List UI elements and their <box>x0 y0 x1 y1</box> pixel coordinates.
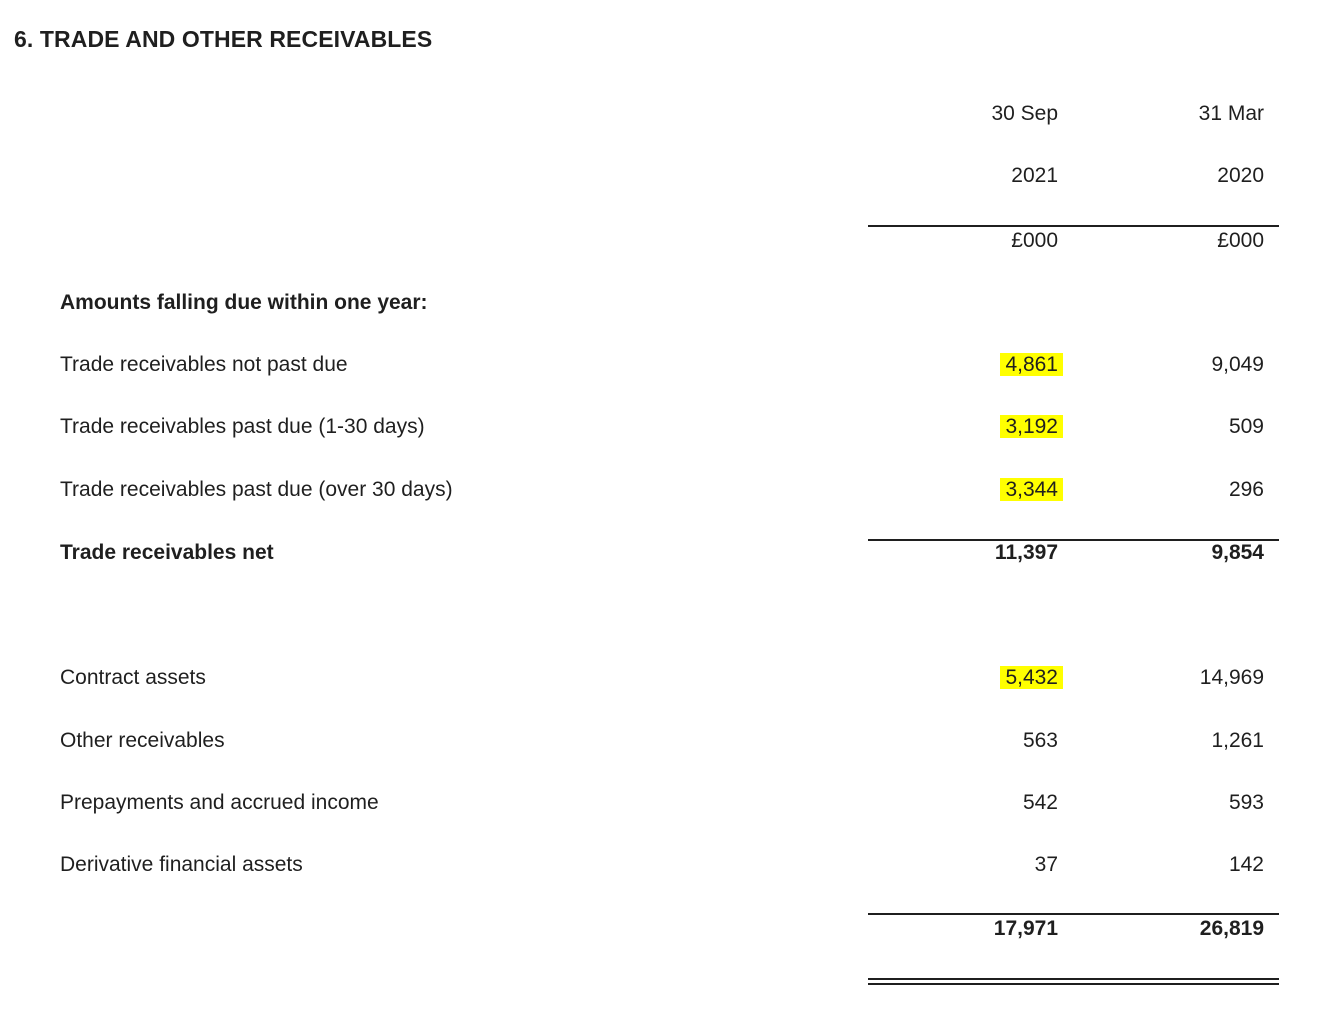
row-label: Contract assets <box>60 666 206 689</box>
row-label: Trade receivables past due (over 30 days) <box>60 478 453 501</box>
row-value-2020: 509 <box>1228 415 1264 438</box>
total-value-2021: 17,971 <box>993 917 1058 940</box>
row-label: Prepayments and accrued income <box>60 791 379 814</box>
subtotal-value-2020: 9,854 <box>1211 541 1264 564</box>
row-value-2021 <box>1000 478 1058 502</box>
row-label: Derivative financial assets <box>60 853 303 876</box>
highlighted-value: 3,192 <box>1000 415 1063 438</box>
row-value-2020: 593 <box>1228 791 1264 814</box>
row-value-2020: 9,049 <box>1211 353 1264 376</box>
row-value-2021: 542 <box>1022 791 1058 814</box>
highlighted-value: 5,432 <box>1000 666 1063 689</box>
row-label: Trade receivables not past due <box>60 353 348 376</box>
subtotal-label: Trade receivables net <box>60 541 274 564</box>
row-value-2020: 1,261 <box>1211 729 1264 752</box>
row-value-2021 <box>1000 415 1058 439</box>
header-rule <box>868 225 1279 227</box>
col1-header-line2: 2021 <box>1011 164 1058 187</box>
row-value-2021 <box>1000 353 1058 377</box>
total-value-2020: 26,819 <box>1199 917 1264 940</box>
row-value-2020: 296 <box>1228 478 1264 501</box>
row-value-2021: 37 <box>1034 853 1058 876</box>
col2-header-line1: 31 Mar <box>1198 102 1264 125</box>
col2-header-line2: 2020 <box>1217 164 1264 187</box>
row-value-2021: 563 <box>1022 729 1058 752</box>
row-label: Other receivables <box>60 729 225 752</box>
row-label: Trade receivables past due (1-30 days) <box>60 415 425 438</box>
row-value-2020: 142 <box>1228 853 1264 876</box>
highlighted-value: 4,861 <box>1000 353 1063 376</box>
row-value-2021 <box>1000 666 1058 690</box>
subtotal-value-2021: 11,397 <box>994 541 1058 564</box>
total-double-rule <box>868 978 1279 985</box>
row-value-2020: 14,969 <box>1199 666 1264 689</box>
section-heading: Amounts falling due within one year: <box>60 291 428 314</box>
col2-unit: £000 <box>1217 229 1264 252</box>
note-heading: 6. TRADE AND OTHER RECEIVABLES <box>14 26 433 52</box>
col1-unit: £000 <box>1011 229 1058 252</box>
col1-header-line1: 30 Sep <box>991 102 1058 125</box>
total-rule <box>868 913 1279 915</box>
highlighted-value: 3,344 <box>1000 478 1063 501</box>
